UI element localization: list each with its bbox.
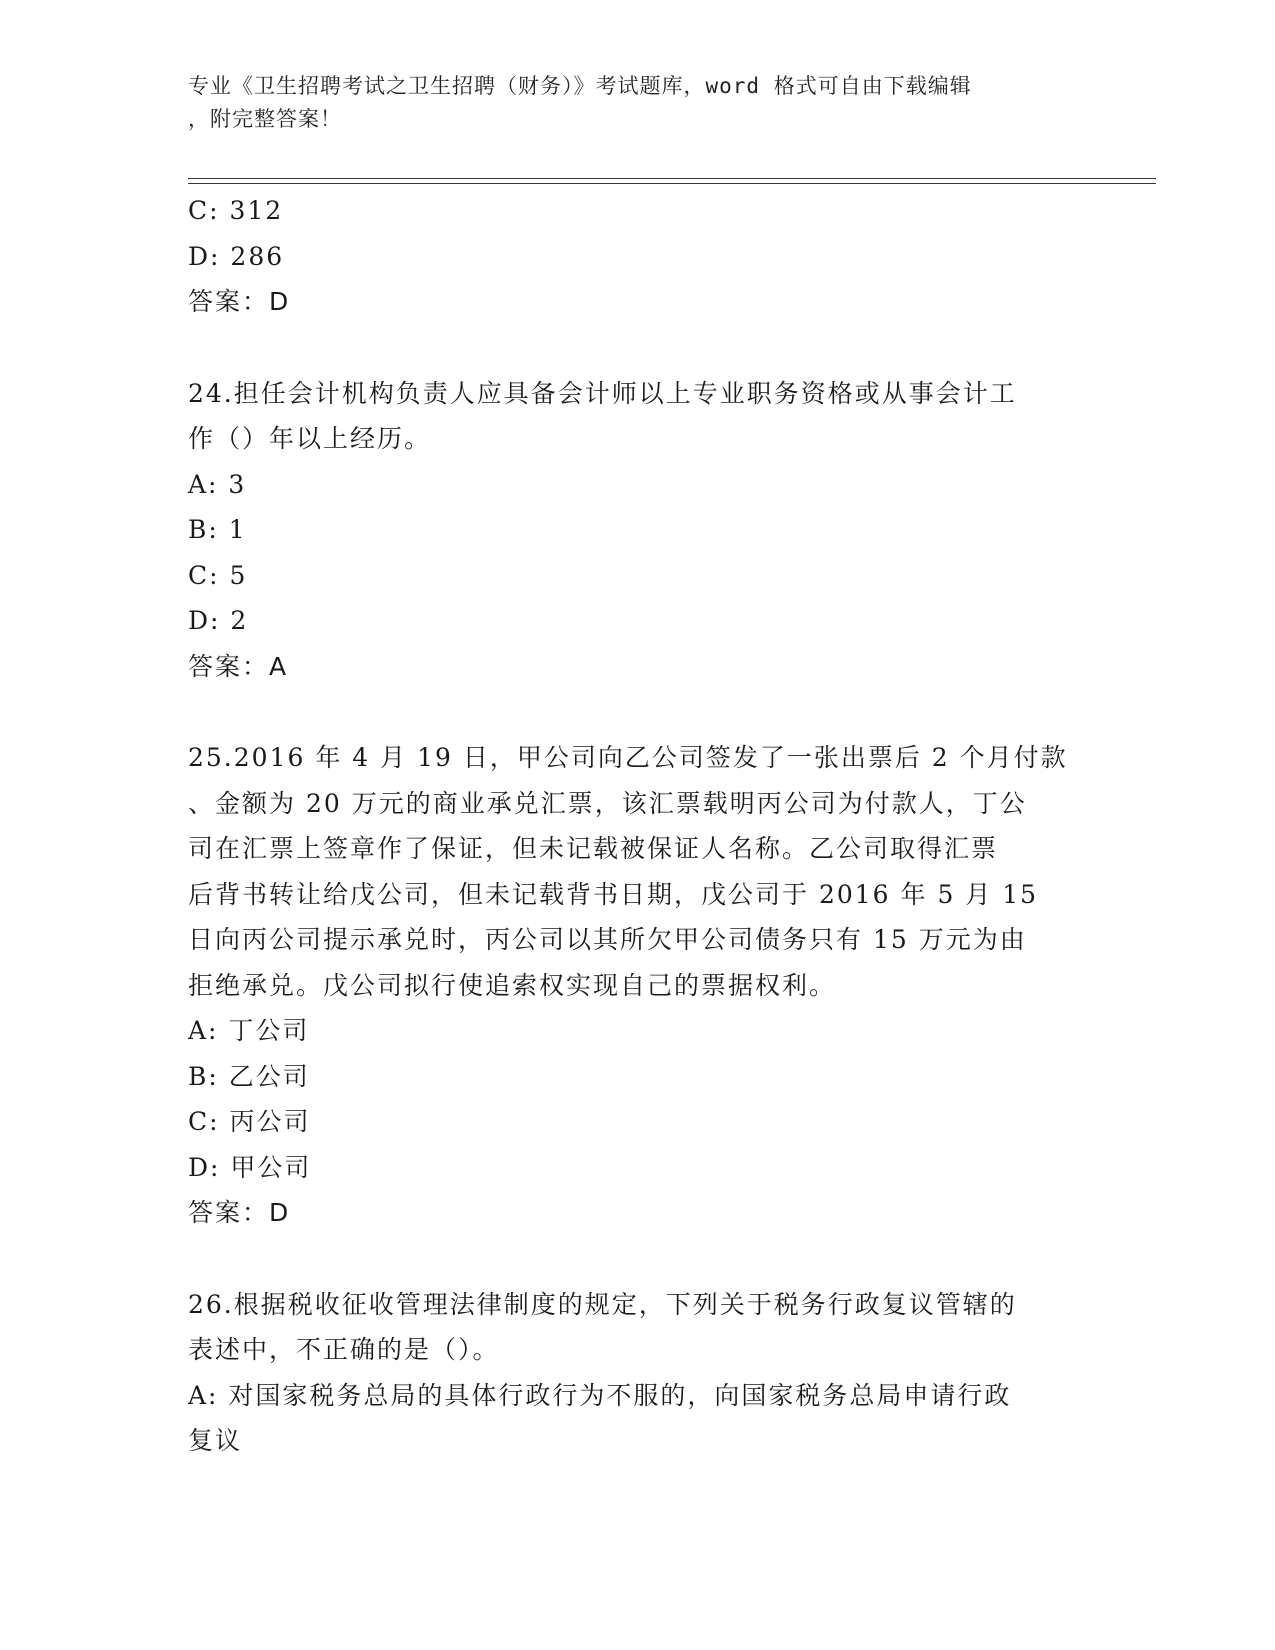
option-c: C: 丙公司: [188, 1107, 311, 1136]
option-a-continued: 复议: [188, 1426, 243, 1455]
option-d: D: 甲公司: [188, 1152, 312, 1182]
option-d: D: 286: [188, 241, 285, 271]
option-c: C: 5: [188, 560, 248, 590]
question-text-line: 26.根据税收征收管理法律制度的规定，下列关于税务行政复议管辖的: [188, 1289, 1017, 1319]
header-divider-top: [188, 178, 1156, 179]
answer-line: 答案：D: [188, 287, 291, 316]
question-text-line: 司在汇票上签章作了保证，但未记载被保证人名称。乙公司取得汇票: [188, 834, 999, 863]
option-c: C: 312: [188, 196, 284, 225]
answer-line: 答案：A: [188, 651, 289, 681]
question-23-continued: [188, 188, 1078, 325]
question-26: [188, 1282, 1078, 1464]
answer-line: 答案：D: [188, 1198, 291, 1227]
question-text-line: 后背书转让给戊公司，但未记载背书日期，戊公司于 2016 年 5 月 15: [188, 879, 1039, 909]
option-d: D: 2: [188, 606, 249, 635]
header-divider-bottom: [188, 183, 1156, 184]
question-text-line: 、金额为 20 万元的商业承兑汇票，该汇票载明丙公司为付款人，丁公: [188, 788, 1027, 818]
option-a: A: 3: [188, 469, 247, 499]
question-25: [188, 735, 1078, 1236]
option-b: B: 乙公司: [188, 1061, 310, 1091]
document-body: [188, 188, 1078, 1464]
option-a: A: 丁公司: [188, 1016, 310, 1045]
question-text-line: 拒绝承兑。戊公司拟行使追索权实现自己的票据权利。: [188, 970, 837, 1000]
question-text-line: 日向丙公司提示承兑时，丙公司以其所欠甲公司债务只有 15 万元为由: [188, 925, 1027, 954]
option-b: B: 1: [188, 515, 247, 544]
document-header: [188, 70, 1088, 136]
header-line-1: 专业《卫生招聘考试之卫生招聘（财务）》考试题库，word 格式可自由下载编辑: [188, 74, 972, 98]
header-line-2: ，附完整答案！: [188, 107, 342, 131]
question-24: [188, 371, 1078, 690]
question-text-line: 表述中，不正确的是（）。: [188, 1335, 500, 1364]
question-text-line: 作（）年以上经历。: [188, 424, 432, 453]
question-text-line: 25.2016 年 4 月 19 日，甲公司向乙公司签发了一张出票后 2 个月付款: [188, 743, 1068, 772]
option-a: A: 对国家税务总局的具体行政行为不服的，向国家税务总局申请行政: [188, 1380, 1012, 1410]
question-text-line: 24.担任会计机构负责人应具备会计师以上专业职务资格或从事会计工: [188, 378, 1017, 408]
